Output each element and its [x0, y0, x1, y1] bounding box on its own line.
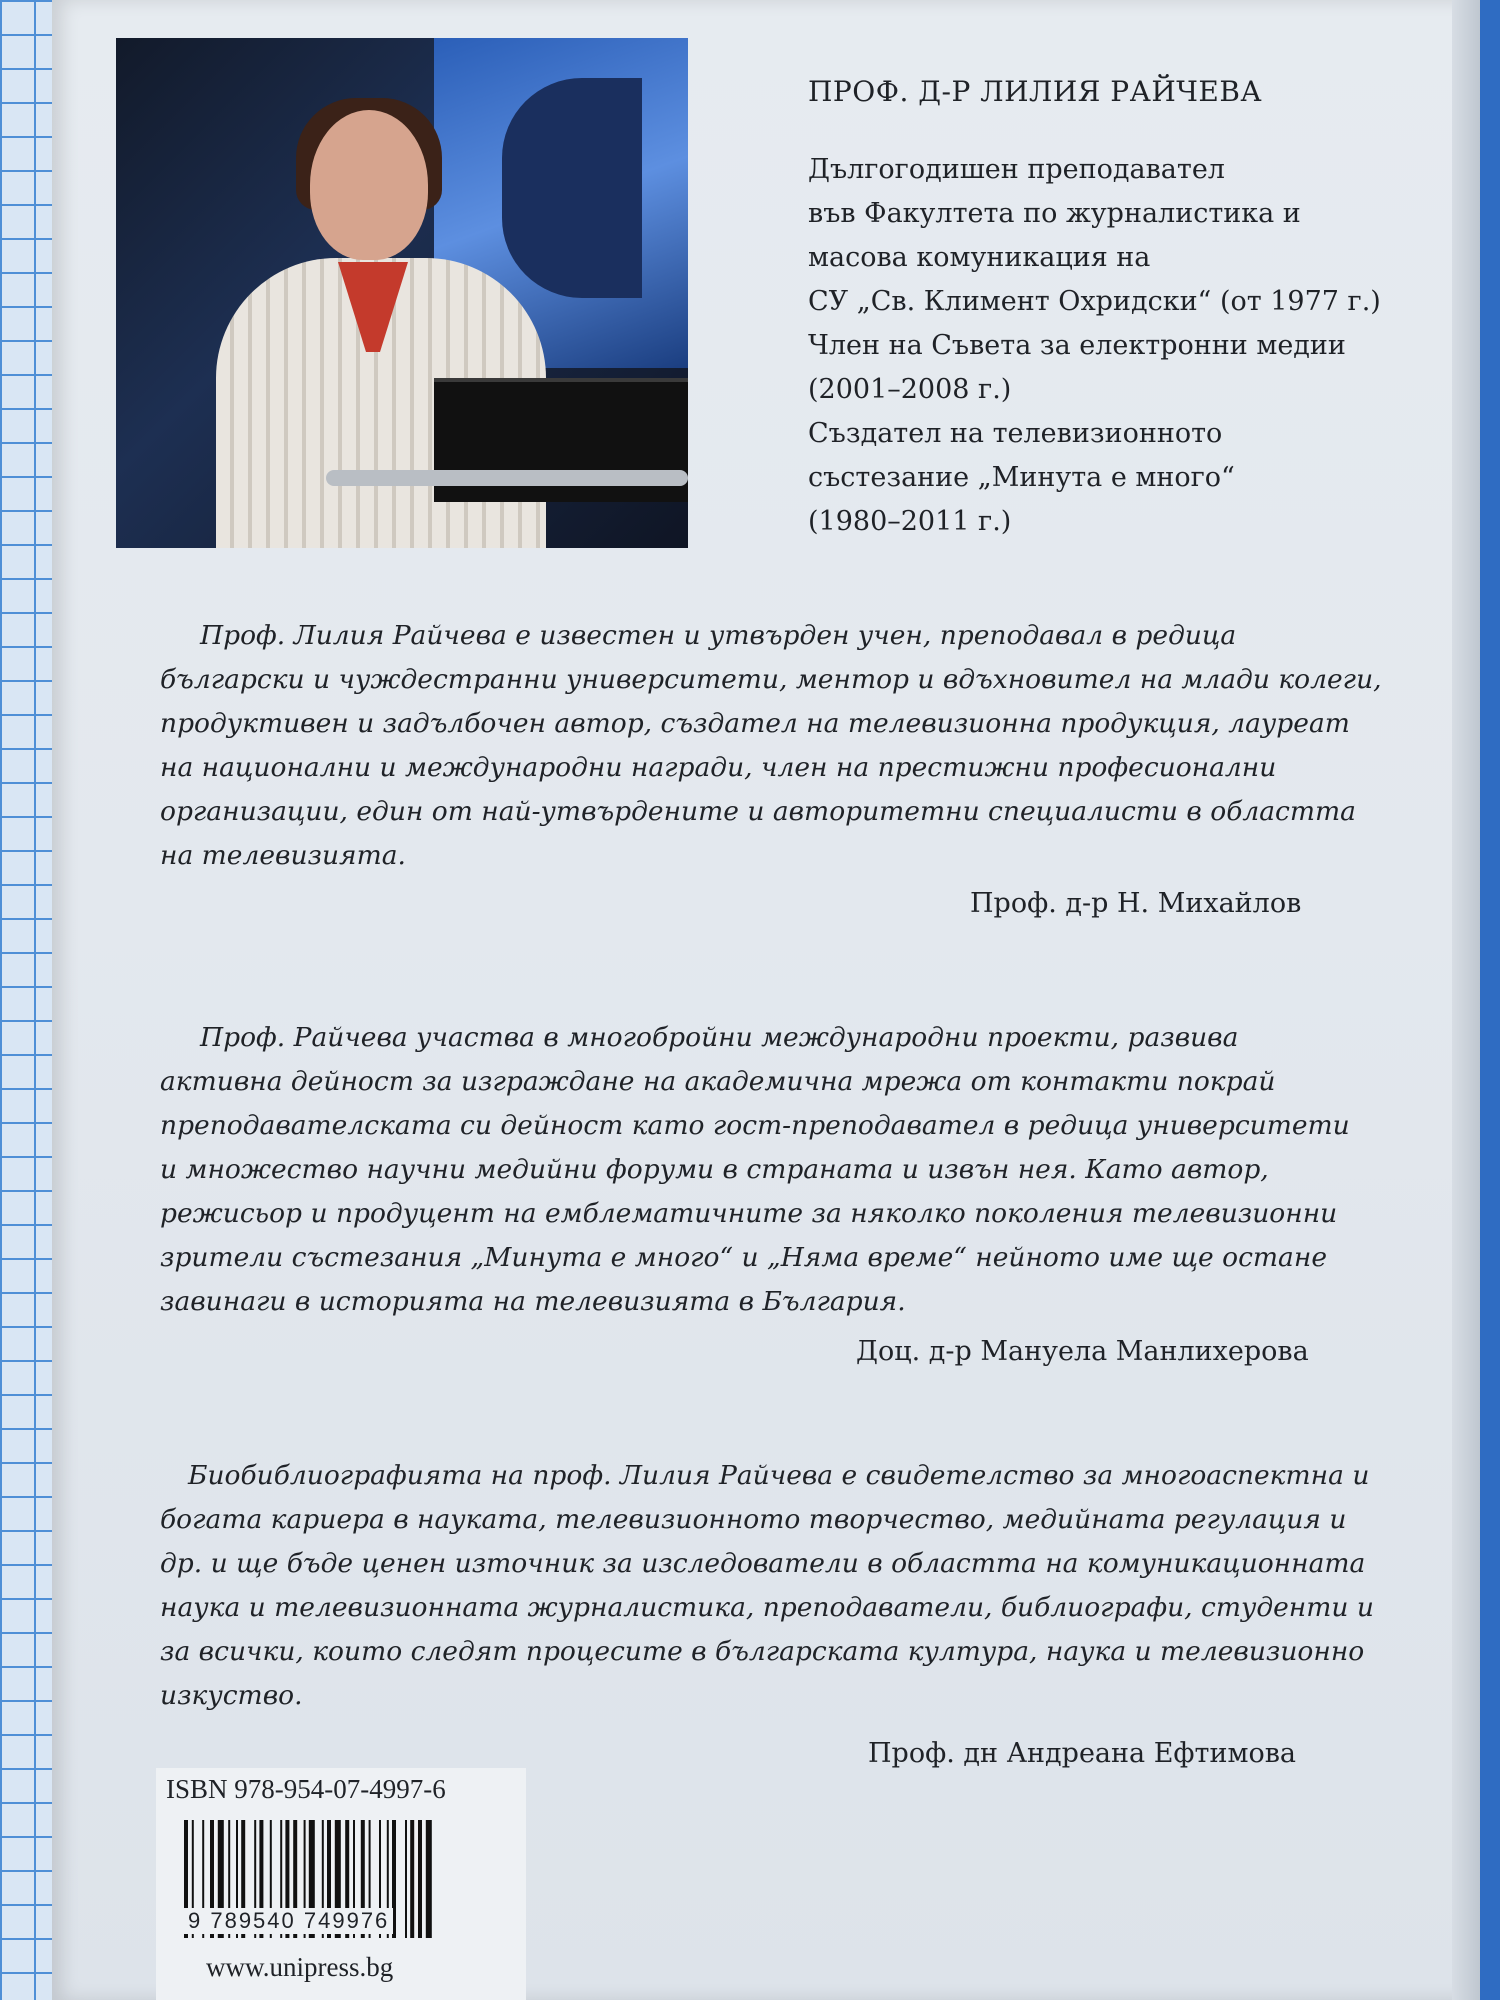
barcode-digits: 9 789540 749976: [184, 1908, 393, 1934]
barcode-bar: [426, 1820, 432, 1938]
isbn-label: ISBN 978-954-07-4997-6: [166, 1774, 446, 1804]
barcode-bar: [405, 1820, 407, 1938]
quote-line: за всички, които следят процесите в българската култура, наука и телевизионно: [160, 1636, 1365, 1667]
signature-eftimova: Проф. дн Андреана Ефтимова: [868, 1738, 1297, 1769]
bio-line: масова комуникация на: [808, 242, 1151, 273]
photo-desk-rail: [326, 470, 688, 486]
bio-line: във Факултета по журналистика и: [808, 198, 1301, 229]
quote-line: български и чуждестранни университети, ментор и вдъхновител на млади колеги,: [160, 664, 1382, 695]
barcode-bar: [418, 1820, 422, 1938]
isbn-block: [156, 1768, 526, 2000]
quote-line: зрители състезания „Минута е много“ и „Няма време“ нейното име ще остане: [160, 1242, 1327, 1273]
bio-line: Дългогодишен преподавател: [808, 154, 1225, 185]
grid-paper-background: [0, 0, 60, 2000]
quote-line: Биобиблиографията на проф. Лилия Райчева е свидетелство за многоаспектна и: [188, 1460, 1370, 1491]
bio-line: (1980–2011 г.): [808, 506, 1012, 537]
quote-line: активна дейност за изграждане на академична мрежа от контакти покрай: [160, 1066, 1276, 1097]
quote-line: завинаги в историята на телевизията в България.: [160, 1286, 906, 1317]
quote-line: преподавателската си дейност като гост-преподавател в редица университети: [160, 1110, 1350, 1141]
quote-line: наука и телевизионната журналистика, преподаватели, библиографи, студенти и: [160, 1592, 1374, 1623]
signature-mihaylov: Проф. д-р Н. Михайлов: [970, 888, 1302, 919]
quote-manliherova: [160, 1016, 1350, 1324]
quote-line: режисьор и продуцент на емблематичните за няколко поколения телевизионни: [160, 1198, 1338, 1229]
publisher-url: www.unipress.bg: [206, 1952, 394, 1982]
quote-line: Проф. Лилия Райчева е известен и утвърден учен, преподавал в редица: [200, 620, 1237, 651]
bio-line: състезание „Минута е много“: [808, 462, 1235, 493]
author-name: ПРОФ. Д-Р ЛИЛИЯ РАЙЧЕВА: [808, 75, 1263, 108]
quote-line: др. и ще бъде ценен източник за изследователи в областта на комуникационната: [160, 1548, 1366, 1579]
quote-line: на национални и международни награди, член на престижни професионални: [160, 752, 1277, 783]
quote-line: Проф. Райчева участва в многобройни международни проекти, развива: [200, 1022, 1239, 1053]
quote-line: продуктивен и задълбочен автор, създател на телевизионна продукция, лауреат: [160, 708, 1350, 739]
quote-line: богата кариера в науката, телевизионното творчество, медийната регулация и: [160, 1504, 1347, 1535]
bio-line: Създател на телевизионното: [808, 418, 1223, 449]
bio-line: СУ „Св. Климент Охридски“ (от 1977 г.): [808, 286, 1381, 317]
author-bio: [808, 70, 1428, 544]
quote-eftimova: [160, 1454, 1374, 1718]
quote-line: на телевизията.: [160, 840, 406, 871]
quote-line: изкуство.: [160, 1680, 303, 1711]
quote-line: и множество научни медийни форуми в страната и извън нея. Като автор,: [160, 1154, 1269, 1185]
photo-person-face: [310, 110, 428, 260]
signature-manlihrova: Доц. д-р Мануела Манлихерова: [856, 1336, 1309, 1367]
bio-line: (2001–2008 г.): [808, 374, 1012, 405]
quote-mihaylov: [160, 614, 1382, 878]
quote-line: организации, един от най-утвърдените и авторитетни специалисти в областта: [160, 796, 1356, 827]
author-photo: [116, 38, 688, 548]
cover-edge: [1452, 0, 1480, 2000]
barcode-bar: [410, 1820, 414, 1938]
bio-line: Член на Съвета за електронни медии: [808, 330, 1346, 361]
